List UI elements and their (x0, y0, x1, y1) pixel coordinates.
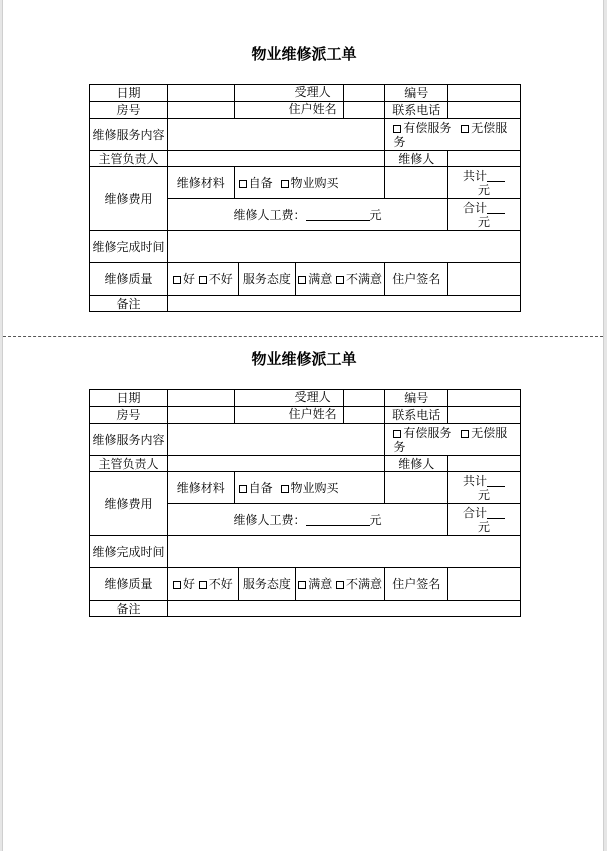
label-remarks: 备注 (90, 296, 168, 312)
not-satisfied-checkbox[interactable] (336, 276, 344, 284)
field-service-content[interactable] (167, 119, 385, 151)
field-materials-detail[interactable] (385, 472, 448, 504)
label-quality: 维修质量 (90, 568, 168, 601)
field-date[interactable] (167, 85, 234, 102)
cut-line-divider (3, 336, 603, 337)
label-repair-cost: 维修费用 (90, 167, 168, 231)
work-order-table (89, 389, 521, 617)
label-supervisor: 主管负责人 (90, 456, 168, 472)
label-phone: 联系电话 (385, 407, 448, 424)
self-supplied-checkbox[interactable] (239, 180, 247, 188)
label-attitude: 服务态度 (238, 263, 295, 295)
not-satisfied-label: 不满意 (346, 272, 383, 286)
field-room[interactable] (167, 407, 234, 424)
label-resident-signature: 住户签名 (385, 568, 448, 601)
field-completion-time[interactable] (167, 536, 520, 568)
field-receiver[interactable] (343, 390, 385, 406)
free-service-label: 无偿服务 (393, 120, 508, 149)
label-resident-name: 住户姓名 (288, 407, 337, 421)
not-satisfied-label: 不满意 (346, 577, 383, 591)
good-label: 好 (182, 577, 195, 591)
label-quality: 维修质量 (90, 263, 168, 296)
label-supervisor: 主管负责人 (90, 151, 168, 167)
label-attitude: 服务态度 (238, 568, 295, 600)
good-checkbox[interactable] (173, 276, 181, 284)
field-supervisor[interactable] (167, 151, 385, 167)
self-supplied-label: 自备 (248, 175, 273, 190)
total-unit: 元 (478, 487, 491, 502)
sum-cell (448, 504, 521, 536)
total-unit: 元 (478, 182, 491, 197)
field-completion-time[interactable] (167, 231, 520, 263)
sum-label: 合计 (463, 505, 488, 520)
label-repair-cost: 维修费用 (90, 472, 168, 536)
label-service-content: 维修服务内容 (90, 119, 168, 151)
field-supervisor[interactable] (167, 456, 385, 472)
field-remarks[interactable] (167, 601, 520, 617)
not-good-checkbox[interactable] (199, 581, 207, 589)
field-date[interactable] (167, 390, 234, 407)
field-resident-name[interactable] (343, 102, 385, 118)
field-room[interactable] (167, 102, 234, 119)
work-order-form-1 (89, 44, 523, 312)
field-service-content[interactable] (167, 424, 385, 456)
label-materials: 维修材料 (167, 167, 234, 199)
total-cell (448, 167, 521, 199)
label-resident-signature: 住户签名 (385, 263, 448, 296)
document-page (2, 0, 604, 851)
self-supplied-label: 自备 (248, 480, 273, 495)
quality-options (168, 263, 238, 295)
labor-cost-cell[interactable] (167, 504, 447, 536)
not-good-checkbox[interactable] (199, 276, 207, 284)
label-number: 编号 (385, 390, 448, 407)
field-receiver[interactable] (343, 85, 385, 101)
paid-service-checkbox[interactable] (393, 125, 401, 133)
label-date: 日期 (90, 390, 168, 407)
satisfied-label: 满意 (308, 272, 333, 286)
label-completion-time: 维修完成时间 (90, 536, 168, 568)
attitude-options (295, 263, 385, 295)
paid-service-label: 有偿服务 (403, 120, 452, 135)
not-satisfied-checkbox[interactable] (336, 581, 344, 589)
label-resident-name: 住户姓名 (288, 102, 337, 116)
field-repairman[interactable] (448, 456, 521, 472)
field-materials-detail[interactable] (385, 167, 448, 199)
good-checkbox[interactable] (173, 581, 181, 589)
work-order-table (89, 84, 521, 312)
labor-cost-unit: 元 (369, 512, 382, 527)
field-resident-signature[interactable] (448, 263, 521, 296)
good-label: 好 (182, 272, 195, 286)
satisfied-label: 满意 (308, 577, 333, 591)
satisfied-checkbox[interactable] (298, 276, 306, 284)
free-service-checkbox[interactable] (461, 125, 469, 133)
sum-unit: 元 (478, 519, 491, 534)
field-resident-name[interactable] (343, 407, 385, 423)
field-number[interactable] (448, 85, 521, 102)
label-room: 房号 (90, 407, 168, 424)
property-purchase-label: 物业购买 (290, 175, 339, 190)
attitude-options (295, 568, 385, 600)
work-order-form-2 (89, 349, 523, 617)
label-materials: 维修材料 (167, 472, 234, 504)
label-repairman: 维修人 (385, 456, 448, 472)
not-good-label: 不好 (208, 272, 233, 286)
not-good-label: 不好 (208, 577, 233, 591)
labor-cost-label: 维修人工费： (233, 207, 306, 222)
labor-cost-unit: 元 (369, 207, 382, 222)
label-service-content: 维修服务内容 (90, 424, 168, 456)
total-cell (448, 472, 521, 504)
label-date: 日期 (90, 85, 168, 102)
labor-cost-label: 维修人工费： (233, 512, 306, 527)
form-title: 物业维修派工单 (251, 350, 357, 368)
sum-cell (448, 199, 521, 231)
paid-service-label: 有偿服务 (403, 425, 452, 440)
field-phone[interactable] (448, 102, 521, 119)
total-label: 共计 (463, 168, 488, 183)
label-number: 编号 (385, 85, 448, 102)
label-receiver: 受理人 (294, 390, 331, 404)
paid-service-checkbox[interactable] (393, 430, 401, 438)
label-remarks: 备注 (90, 601, 168, 617)
property-purchase-checkbox[interactable] (281, 180, 289, 188)
label-room: 房号 (90, 102, 168, 119)
label-completion-time: 维修完成时间 (90, 231, 168, 263)
free-service-label: 无偿服务 (393, 425, 508, 454)
self-supplied-checkbox[interactable] (239, 485, 247, 493)
free-service-checkbox[interactable] (461, 430, 469, 438)
field-resident-signature[interactable] (448, 568, 521, 601)
property-purchase-label: 物业购买 (290, 480, 339, 495)
field-repairman[interactable] (448, 151, 521, 167)
label-phone: 联系电话 (385, 102, 448, 119)
field-number[interactable] (448, 390, 521, 407)
label-repairman: 维修人 (385, 151, 448, 167)
labor-cost-cell[interactable] (167, 199, 447, 231)
label-receiver: 受理人 (294, 85, 331, 99)
total-label: 共计 (463, 473, 488, 488)
sum-label: 合计 (463, 200, 488, 215)
field-remarks[interactable] (167, 296, 520, 312)
field-phone[interactable] (448, 407, 521, 424)
quality-options (168, 568, 238, 600)
satisfied-checkbox[interactable] (298, 581, 306, 589)
sum-unit: 元 (478, 214, 491, 229)
property-purchase-checkbox[interactable] (281, 485, 289, 493)
form-title: 物业维修派工单 (251, 45, 357, 63)
